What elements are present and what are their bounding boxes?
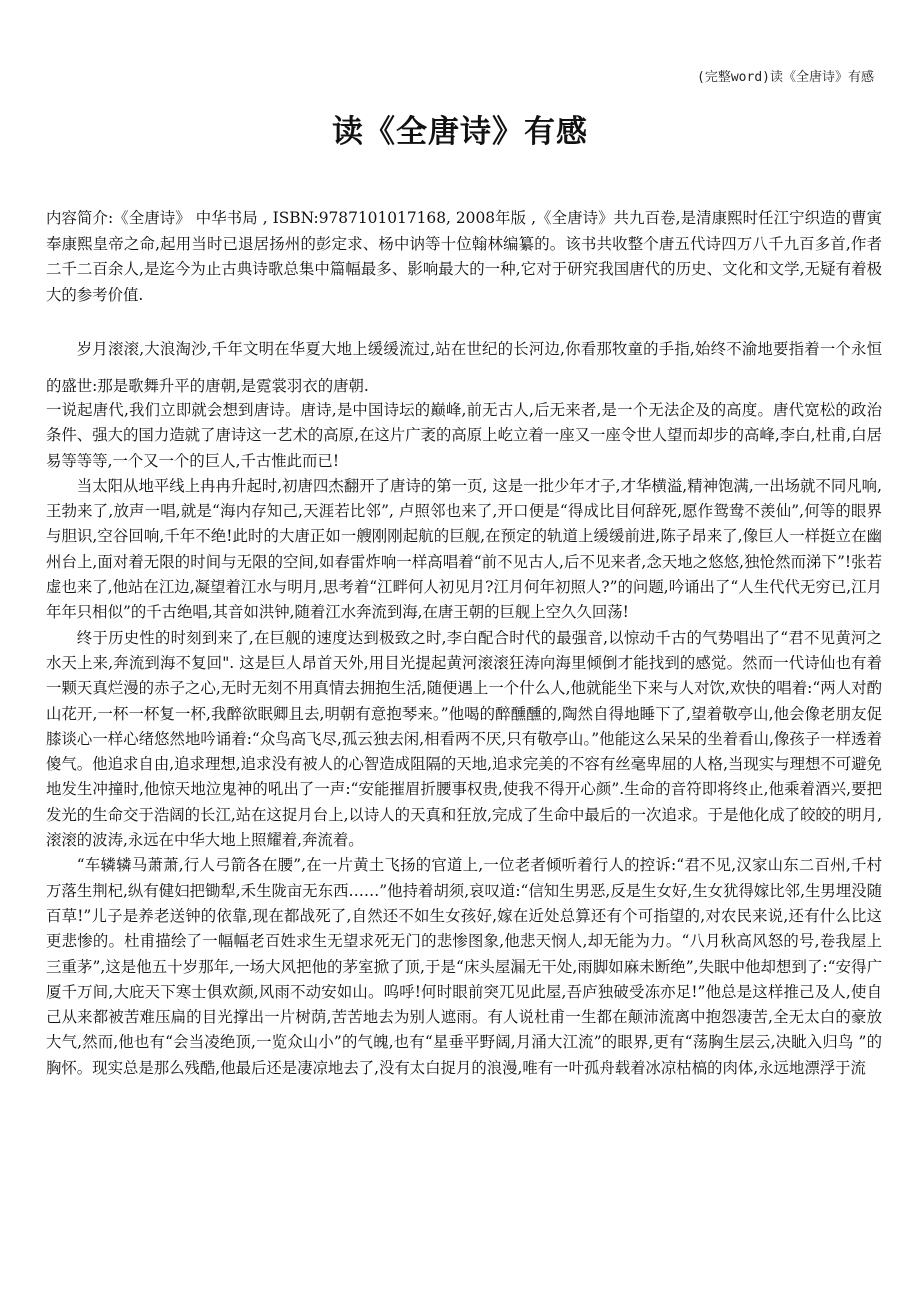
article-body bbox=[46, 398, 882, 1081]
summary-paragraph: 内容简介:《全唐诗》 中华书局 , ISBN:9787101017168, 2008年版 ,《全唐诗》共九百卷,是清康熙时任江宁织造的曹寅奉康熙皇帝之命,起用当时已退居扬州的彭定求、杨中讷等十位翰林编纂的。该书共收整个唐五代诗四万八千九百多首,作者二千二百余人,是迄今为止古典诗歌总集中篇幅最多、影响最大的一种,它对于研究我国唐代的历史、文化和文学,无疑有着极大的参考价值. bbox=[46, 209, 882, 304]
body-paragraph: 终于历史性的时刻到来了,在巨舰的速度达到极致之时,李白配合时代的最强音,以惊动千古的气势唱出了“君不见黄河之水天上来,奔流到海不复回". 这是巨人昂首天外,用目光提起黄河滚滚狂涛向海里倾倒才能找到的感觉。然而一代诗仙也有着一颗天真烂漫的赤子之心,无时无刻不用真情去拥抱生活,随便遇上一个什么人,他就能坐下来与人对饮,欢快的唱着:“两人对酌山花开,一杯一杯复一杯,我醉欲眠卿且去,明朝有意抱琴来。”他喝的醉醺醺的,陶然自得地睡下了,望着敬亭山,他会像老朋友促膝谈心一样心绪悠然地吟诵着:“众鸟高飞尽,孤云独去闲,相看两不厌,只有敬亭山。”他能这么呆呆的坐着看山,像孩子一样透着傻气。他追求自由,追求理想,追求没有被人的心智造成阻隔的天地,追求完美的不容有丝毫卑屈的人格,当现实与理想不可避免地发生冲撞时,他惊天地泣鬼神的吼出了一声:“安能摧眉折腰事权贵,使我不得开心颜”.生命的音符即将终止,他乘着酒兴,要把发光的生命交于浩阔的长江,站在这捉月台上,以诗人的天真和狂放,完成了生命中最后的一次追求。于是他化成了皎皎的明月,滚滚的波涛,永远在中华大地上照耀着,奔流着。 bbox=[46, 628, 882, 850]
body-paragraph: 一说起唐代,我们立即就会想到唐诗。唐诗,是中国诗坛的巅峰,前无古人,后无来者,是一个无法企及的高度。唐代宽松的政治条件、强大的国力造就了唐诗这一艺术的高原,在这片广袤的高原上屹立着一座又一座令世人望而却步的高峰,李白,杜甫,白居易等等等,一个又一个的巨人,千古惟此而已! bbox=[46, 401, 882, 470]
page-header: (完整word)读《全唐诗》有感 bbox=[697, 70, 874, 85]
intro-paragraph: 岁月滚滚,大浪淘沙,千年文明在华夏大地上缓缓流过,站在世纪的长河边,你看那牧童的手指,始终不渝地要指着一个永恒的盛世:那是歌舞升平的唐朝,是霓裳羽衣的唐朝. bbox=[46, 340, 882, 395]
body-paragraph: 当太阳从地平线上冉冉升起时,初唐四杰翻开了唐诗的第一页, 这是一批少年才子,才华横溢,精神饱满,一出场就不同凡响,王勃来了,放声一唱,就是“海内存知己,天涯若比邻”, 卢照邻也来了,开口便是“得成比目何辞死,愿作鸳鸯不羡仙”,何等的眼界与胆识,空谷回响,千年不绝!此时的大唐正如一艘刚刚起航的巨舰,在预定的轨道上缓缓前进,陈子昂来了,像巨人一样挺立在幽州台上,面对着无限的时间与无限的空间,如春雷炸响一样高唱着“前不见古人,后不见来者,念天地之悠悠,独怆然而涕下”!张若虚也来了,他站在江边,凝望着江水与明月,思考着“江畔何人初见月?江月何年初照人?”的问题,吟诵出了“人生代代无穷已,江月年年只相似”的千古绝唱,其音如洪钟,随着江水奔流到海,在唐王朝的巨舰上空久久回荡! bbox=[46, 476, 882, 622]
page-title: 读《全唐诗》有感 bbox=[332, 114, 588, 150]
body-paragraph: “车辚辚马萧萧,行人弓箭各在腰”,在一片黄土飞扬的官道上,一位老者倾听着行人的控诉:“君不见,汉家山东二百州,千村万落生荆杞,纵有健妇把锄犁,禾生陇亩无东西……”他持着胡须,哀叹道:“信知生男恶,反是生女好,生女犹得嫁比邻,生男埋没随百草!”儿子是养老送钟的依靠,现在都战死了,自然还不如生女孩好,嫁在近处总算还有个可指望的,对农民来说,还有什么比这更悲惨的。杜甫描绘了一幅幅老百姓求生无望求死无门的悲惨图象,他悲天悯人,却无能为力。“八月秋高风怒的号,卷我屋上三重茅”,这是他五十岁那年,一场大风把他的茅室掀了顶,于是“床头屋漏无干处,雨脚如麻未断绝”,失眠中他却想到了:“安得广厦千万间,大庇天下寒士俱欢颜,风雨不动安如山。呜呼!何时眼前突兀见此屋,吾庐独破受冻亦足!”他总是这样推己及人,使自己从来都被苦难压扁的目光撑出一片树荫,苦苦地去为别人遮雨。有人说杜甫一生都在颠沛流离中抱怨凄苦,全无太白的豪放大气,然而,他也有“会当凌绝顶,一览众山小”的气魄,也有“星垂平野阔,月涌大江流”的眼界,更有“荡胸生层云,决眦入归鸟 ”的胸怀。现实总是那么残酷,他最后还是凄凉地去了,没有太白捉月的浪漫,唯有一叶孤舟载着冰凉枯槁的肉体,永远地漂浮于流 bbox=[46, 856, 882, 1077]
